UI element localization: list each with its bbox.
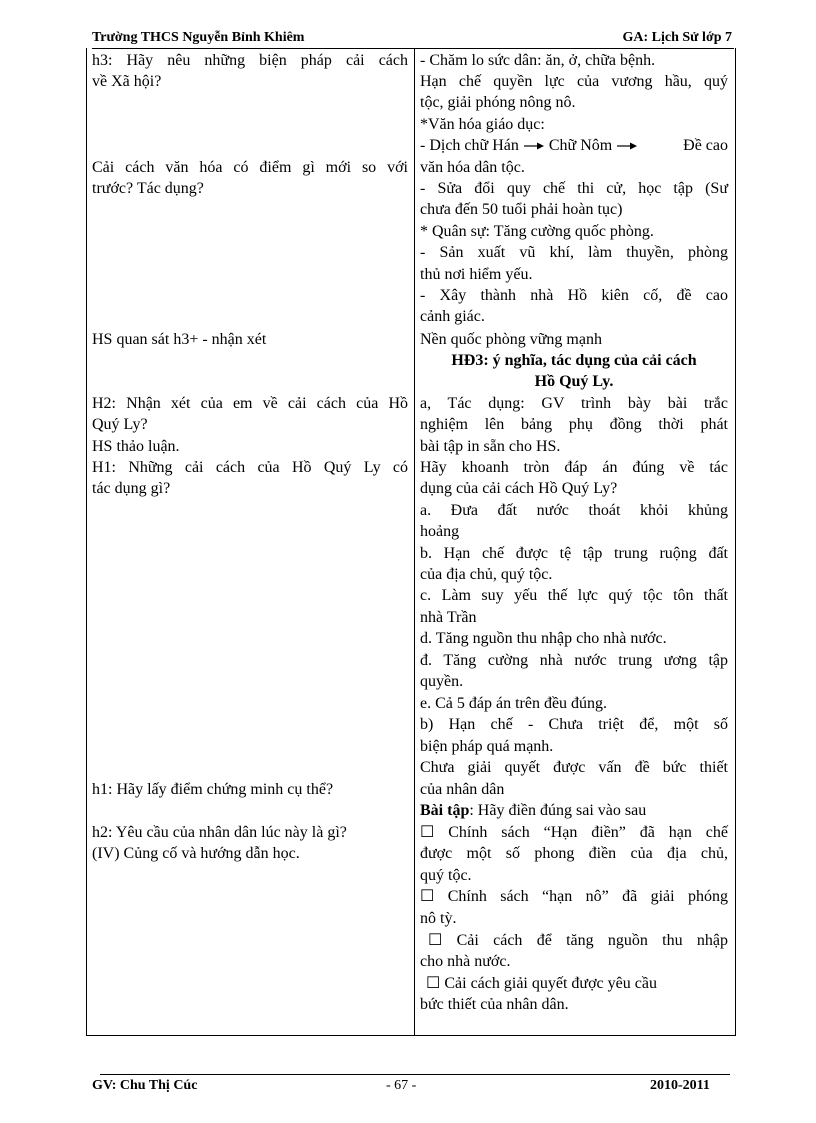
quiz-option: a. Đưa đất nước thoát khỏi khủng — [420, 502, 728, 519]
question-h1-line2: tác dụng gì? — [92, 480, 171, 497]
answer-line: - Chăm lo sức dân: ăn, ở, chữa bệnh. — [420, 52, 656, 69]
answer-line: b) Hạn chế - Chưa triệt để, một số — [420, 716, 728, 733]
answer-line: chưa đến 50 tuổi phải hoàn tục) — [420, 201, 623, 218]
quiz-option: d. Tăng nguồn thu nhập cho nhà nước. — [420, 630, 667, 647]
quiz-option: nhà Trần — [420, 609, 477, 626]
table-border-left — [86, 48, 87, 1036]
answer-text: - Dịch chữ Hán — [420, 137, 519, 154]
quiz-option: c. Làm suy yếu thế lực quý tộc tôn thất — [420, 587, 728, 604]
question-h3-line1: h3: Hãy nêu những biện pháp cải cách — [92, 52, 408, 69]
table-border-right — [735, 48, 736, 1036]
table-border-bottom — [86, 1035, 736, 1036]
answer-line: văn hóa dân tộc. — [420, 159, 525, 176]
answer-line: a, Tác dụng: GV trình bày bài trắc — [420, 395, 728, 412]
quiz-option: của địa chủ, quý tộc. — [420, 566, 553, 583]
answer-line: dụng của cải cách Hồ Quý Ly? — [420, 480, 618, 497]
exercise-item: quý tộc. — [420, 867, 472, 884]
section-iv-heading: (IV) Củng cố và hướng dẫn học. — [92, 845, 300, 862]
quiz-option: đ. Tăng cường nhà nước trung ương tập — [420, 652, 728, 669]
answer-line: * Quân sự: Tăng cường quốc phòng. — [420, 223, 654, 240]
answer-line: của nhân dân — [420, 781, 505, 798]
answer-line: Chưa giải quyết được vấn đề bức thiết — [420, 759, 728, 776]
exercise-item: nô tỳ. — [420, 910, 457, 927]
answer-line: thủ nơi hiểm yếu. — [420, 266, 533, 283]
question-h1-small: h1: Hãy lấy điểm chứng minh cụ thể? — [92, 781, 334, 798]
answer-line: - Sản xuất vũ khí, làm thuyền, phòng — [420, 244, 728, 261]
answer-line: biện pháp quá mạnh. — [420, 738, 554, 755]
answer-text: Đề cao — [683, 137, 728, 154]
answer-line: cảnh giác. — [420, 308, 485, 325]
exercise-item: ☐ Cải cách để tăng nguồn thu nhập — [428, 932, 728, 949]
quiz-option: e. Cả 5 đáp án trên đều đúng. — [420, 695, 608, 712]
quiz-option: b. Hạn chế được tệ tập trung ruộng đất — [420, 545, 728, 562]
exercise-heading — [420, 800, 728, 821]
exercise-item: ☐ Chính sách “Hạn điền” đã hạn chế — [420, 824, 728, 841]
answer-line: Nền quốc phòng vững mạnh — [420, 331, 602, 348]
question-h2-small: h2: Yêu cầu của nhân dân lúc này là gì? — [92, 824, 347, 841]
quiz-option: quyền. — [420, 673, 464, 690]
page-header — [92, 30, 732, 48]
exercise-item: cho nhà nước. — [420, 953, 511, 970]
answer-line: Hạn chế quyền lực của vương hầu, quý — [420, 73, 728, 90]
quiz-option: hoảng — [420, 523, 460, 540]
question-culture-line1: Cải cách văn hóa có điểm gì mới so với — [92, 159, 408, 176]
question-h1-line1: H1: Những cải cách của Hồ Quý Ly có — [92, 459, 408, 476]
answer-line: *Văn hóa giáo dục: — [420, 116, 545, 133]
section-hd3-heading: Hồ Quý Ly. — [534, 373, 614, 390]
question-h2-line2: Quý Ly? — [92, 416, 148, 433]
exercise-label: Bài tập — [420, 802, 470, 819]
section-hd3-heading: HĐ3: ý nghĩa, tác dụng của cải cách — [451, 352, 697, 369]
answer-text: Chữ Nôm — [548, 137, 613, 154]
table-column-divider — [414, 48, 415, 1036]
question-culture-line2: trước? Tác dụng? — [92, 180, 204, 197]
answer-line: - Xây thành nhà Hồ kiên cố, đề cao — [420, 287, 728, 304]
hs-observe-note: HS quan sát h3+ - nhận xét — [92, 331, 267, 348]
answer-line-translation — [420, 135, 728, 156]
teacher-name: GV: Chu Thị Cúc — [92, 1078, 198, 1093]
subject-label: GA: Lịch Sử lớp 7 — [622, 30, 732, 45]
answer-line: Hãy khoanh tròn đáp án đúng về tác — [420, 459, 728, 476]
exercise-instruction: : Hãy điền đúng sai vào sau — [469, 802, 647, 819]
footer-rule — [100, 1074, 730, 1075]
exercise-item: ☐ Cải cách giải quyết được yêu cầu — [426, 975, 657, 992]
school-year: 2010-2011 — [650, 1078, 710, 1093]
answer-line: bài tập in sẵn cho HS. — [420, 438, 561, 455]
answer-line: tộc, giải phóng nông nô. — [420, 94, 576, 111]
exercise-item: được một số phong điền của địa chủ, — [420, 845, 728, 862]
exercise-item: ☐ Chính sách “hạn nô” đã giải phóng — [420, 888, 728, 905]
answer-line: nghiệm lên bảng phụ đồng thời phát — [420, 416, 728, 433]
question-h2-line1: H2: Nhận xét của em về cải cách của Hồ — [92, 395, 408, 412]
exercise-item: bức thiết của nhân dân. — [420, 996, 569, 1013]
answer-line: - Sửa đổi quy chế thi cử, học tập (Sư — [420, 180, 728, 197]
arrow-right-icon — [616, 141, 638, 151]
arrow-right-icon — [523, 141, 545, 151]
page-number: - 67 - — [386, 1078, 417, 1093]
school-name: Trường THCS Nguyễn Bỉnh Khiêm — [92, 30, 305, 45]
question-h3-line2: về Xã hội? — [92, 73, 162, 90]
hs-discussion-note: HS thảo luận. — [92, 438, 180, 455]
